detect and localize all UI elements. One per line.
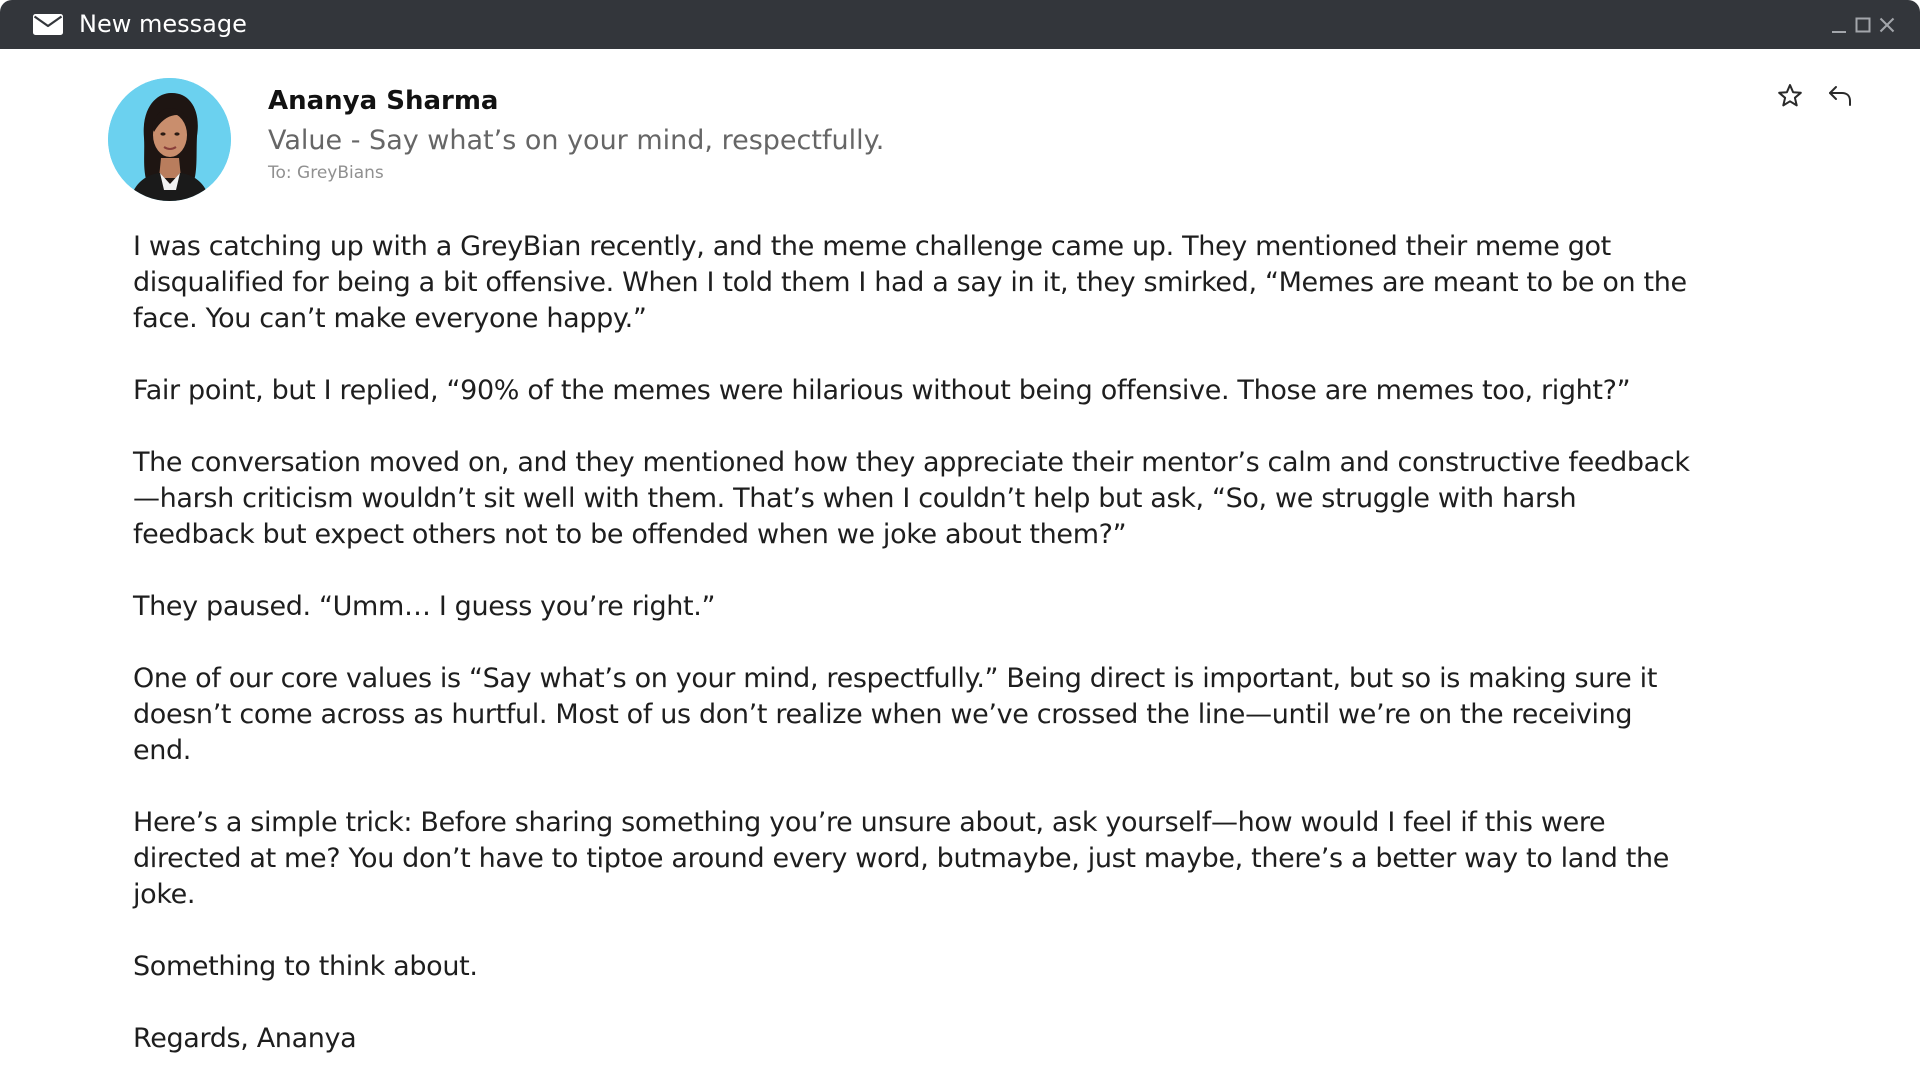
- body-paragraph: Fair point, but I replied, “90% of the memes were hilarious without being offensive. Those are memes too, right?”: [133, 375, 1631, 406]
- body-paragraph: I was catching up with a GreyBian recently, and the meme challenge came up. They mentioned their meme got disqualified for being a bit offensive. When I told them I had a say in it, they smirked, “Memes are meant to be on the face. You can’t make everyone happy.”: [133, 231, 1687, 334]
- body-paragraph: The conversation moved on, and they mentioned how they appreciate their mentor’s calm and constructive feedback—harsh criticism wouldn’t sit well with them. That’s when I couldn’t help but ask, “So, we struggle with harsh feedback but expect others not to be offended when we joke about them?”: [133, 447, 1690, 550]
- body-paragraph: Something to think about.: [133, 951, 478, 982]
- envelope-icon: [33, 14, 63, 35]
- reply-icon[interactable]: [1826, 82, 1854, 110]
- message-actions: [1776, 82, 1854, 110]
- recipient-line: To: GreyBians: [268, 163, 384, 183]
- body-paragraph: They paused. “Umm… I guess you’re right.”: [133, 591, 716, 622]
- maximize-icon[interactable]: [1854, 15, 1872, 35]
- avatar[interactable]: [108, 78, 231, 201]
- window-title: New message: [79, 10, 247, 38]
- avatar-portrait: [108, 78, 231, 201]
- body-paragraph: One of our core values is “Say what’s on your mind, respectfully.” Being direct is important, but so is making sure it doesn’t come across as hurtful. Most of us don’t realize when we’ve crossed the line—until we’re on the receiving end.: [133, 663, 1658, 766]
- signature: Regards, Ananya: [133, 1023, 357, 1054]
- message-subject: Value - Say what’s on your mind, respectfully.: [268, 125, 885, 156]
- message-body: [133, 229, 1693, 1057]
- title-bar: [0, 0, 1920, 49]
- close-icon[interactable]: [1878, 15, 1896, 35]
- body-paragraph: Here’s a simple trick: Before sharing something you’re unsure about, ask yourself—how would I feel if this were directed at me? You don’t have to tiptoe around every word, butmaybe, just maybe, there’s a better way to land the joke.: [133, 807, 1670, 910]
- sender-name: Ananya Sharma: [268, 86, 499, 116]
- window-controls: [1830, 14, 1896, 36]
- minimize-icon[interactable]: [1830, 15, 1848, 35]
- star-icon[interactable]: [1776, 82, 1804, 110]
